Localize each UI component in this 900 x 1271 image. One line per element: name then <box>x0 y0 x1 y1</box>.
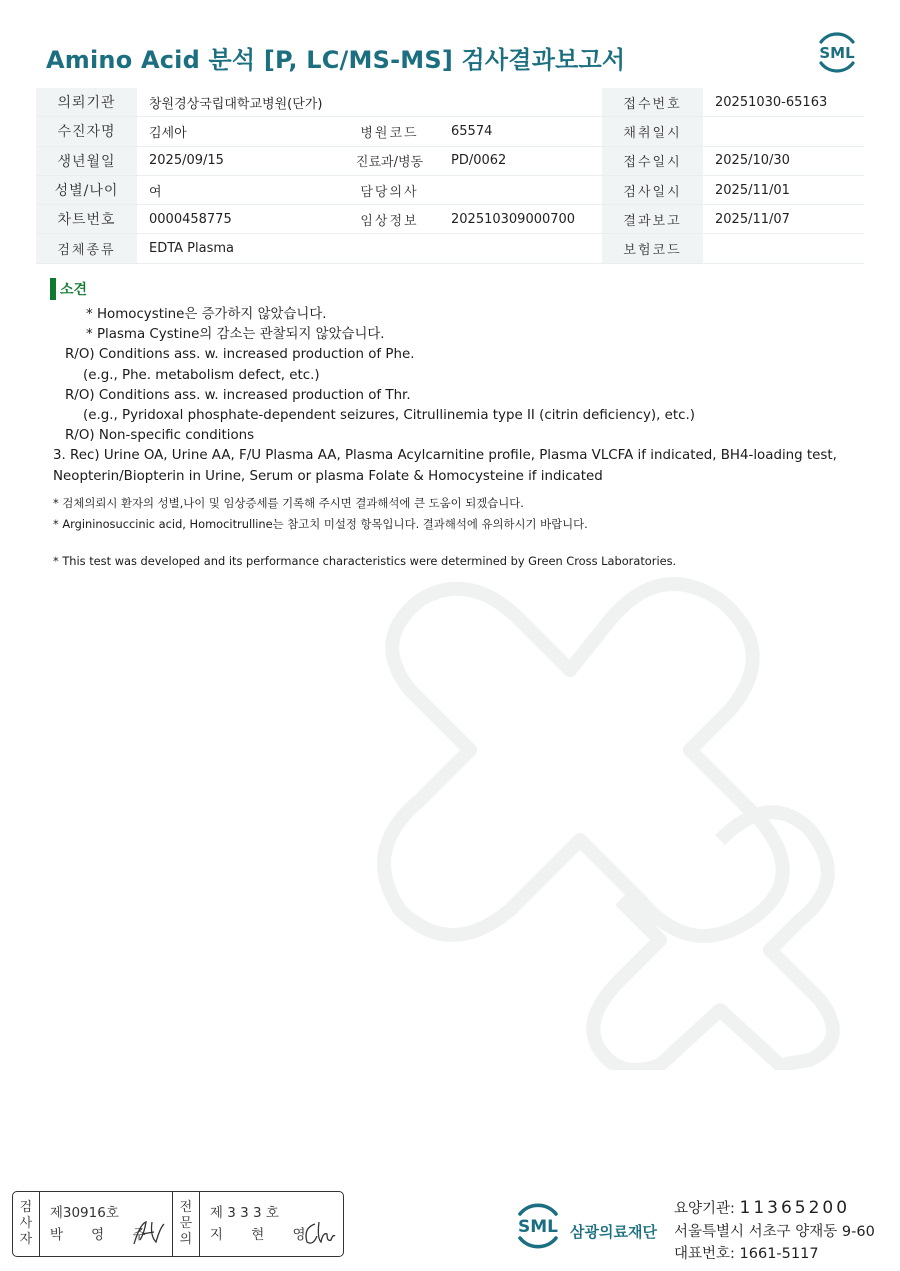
facility-code-value: 11365200 <box>739 1198 851 1218</box>
label-char: 문 <box>179 1216 193 1231</box>
finding-line: R/O) Conditions ass. w. increased production of Thr. <box>65 387 411 403</box>
info-label: 성별/나이 <box>36 175 137 204</box>
facility-code-row <box>674 1197 875 1221</box>
info-row <box>36 205 864 234</box>
info-value: 202510309000700 <box>439 205 602 234</box>
info-label: 수진자명 <box>36 117 137 146</box>
label-char: 자 <box>19 1232 33 1247</box>
info-label: 진료과/병동 <box>340 146 439 175</box>
specialist-cell <box>200 1192 343 1256</box>
info-row <box>36 146 864 175</box>
report-title: Amino Acid 분석 [P, LC/MS-MS] 검사결과보고서 <box>46 46 626 74</box>
info-label: 검사일시 <box>602 175 703 204</box>
finding-line: R/O) Non-specific conditions <box>65 428 255 444</box>
examiner-label <box>13 1192 40 1256</box>
finding-line: Neopterin/Biopterin in Urine, Serum or plasma Folate & Homocysteine if indicated <box>53 468 603 484</box>
info-row <box>36 175 864 204</box>
findings-title: 소견 <box>60 282 88 298</box>
info-row <box>36 117 864 146</box>
org-name: 삼광의료재단 <box>570 1222 657 1241</box>
finding-line: * Homocystine은 증가하지 않았습니다. <box>86 307 327 322</box>
info-label: 접수일시 <box>602 146 703 175</box>
info-value: 65574 <box>439 117 602 146</box>
info-label: 보험코드 <box>602 234 703 263</box>
info-value: PD/0062 <box>439 146 602 175</box>
footer-address: 서울특별시 서초구 양재동 9-60 <box>674 1223 875 1240</box>
label-char: 검 <box>19 1200 33 1215</box>
facility-code-label: 요양기관: <box>674 1201 735 1217</box>
patient-info-table <box>36 88 864 264</box>
note-line: * This test was developed and its performance characteristics were determined by Green Cross Laboratories. <box>53 553 677 568</box>
phone-label: 대표번호: <box>674 1246 735 1262</box>
examiner-signature <box>132 1218 166 1248</box>
info-value: 2025/10/30 <box>703 146 864 175</box>
phone-row <box>674 1243 875 1266</box>
finding-line: (e.g., Phe. metabolism defect, etc.) <box>83 367 320 383</box>
info-value <box>703 234 864 263</box>
info-label: 병원코드 <box>340 117 439 146</box>
info-value: 0000458775 <box>137 205 340 234</box>
findings-header <box>50 278 87 300</box>
info-label: 담당의사 <box>340 175 439 204</box>
sml-footer-logo <box>510 1198 566 1254</box>
examiner-cell <box>40 1192 173 1256</box>
info-value: 여 <box>137 175 340 204</box>
findings-body <box>53 305 843 572</box>
signature-box <box>12 1191 344 1257</box>
logo-text: SML <box>518 1217 558 1237</box>
info-label: 임상정보 <box>340 205 439 234</box>
info-value: EDTA Plasma <box>137 234 602 263</box>
info-label: 채취일시 <box>602 117 703 146</box>
specialist-label <box>173 1192 200 1256</box>
specialist-name: 지 현 영 <box>209 1227 318 1243</box>
finding-line: 3. Rec) Urine OA, Urine AA, F/U Plasma AA, Plasma Acylcarnitine profile, Plasma VLCFA if indicated, BH4-loading test, <box>53 448 837 464</box>
sml-logo <box>812 28 862 76</box>
examiner-license: 제30916호 <box>49 1205 119 1221</box>
info-value: 창원경상국립대학교병원(단가) <box>137 88 602 117</box>
specialist-signature <box>301 1218 337 1248</box>
info-value <box>439 175 602 204</box>
note-line: * Argininosuccinic acid, Homocitrulline는 참고치 미설정 항목입니다. 결과해석에 유의하시기 바랍니다. <box>53 516 588 531</box>
logo-text: SML <box>819 44 855 62</box>
info-row <box>36 234 864 263</box>
info-value: 2025/11/01 <box>703 175 864 204</box>
specialist-license: 제 3 3 3 호 <box>209 1205 279 1221</box>
phone-value: 1661-5117 <box>739 1246 819 1262</box>
info-label: 의뢰기관 <box>36 88 137 117</box>
finding-line: R/O) Conditions ass. w. increased production of Phe. <box>65 347 415 363</box>
note-line: * 검체의뢰시 환자의 성별,나이 및 임상증세를 기록해 주시면 결과해석에 큰 도움이 되겠습니다. <box>53 495 524 510</box>
info-value: 김세아 <box>137 117 340 146</box>
info-value <box>703 117 864 146</box>
footer-info <box>674 1197 875 1266</box>
info-label: 접수번호 <box>602 88 703 117</box>
section-marker <box>50 278 56 300</box>
info-label: 결과보고 <box>602 205 703 234</box>
info-value: 20251030-65163 <box>703 88 864 117</box>
info-value: 2025/09/15 <box>137 146 340 175</box>
info-row <box>36 88 864 117</box>
finding-line: * Plasma Cystine의 감소는 관찰되지 않았습니다. <box>86 327 385 343</box>
examiner-name: 박 영 주 <box>49 1227 158 1243</box>
finding-line: (e.g., Pyridoxal phosphate-dependent seizures, Citrullinemia type II (citrin deficiency), etc.) <box>83 408 695 424</box>
label-char: 전 <box>179 1200 193 1215</box>
info-value: 2025/11/07 <box>703 205 864 234</box>
label-char: 의 <box>179 1232 193 1247</box>
label-char: 사 <box>19 1216 33 1231</box>
footer-logo <box>510 1198 657 1254</box>
info-label: 차트번호 <box>36 205 137 234</box>
cross-watermark <box>360 560 844 1070</box>
info-label: 검체종류 <box>36 234 137 263</box>
info-label: 생년월일 <box>36 146 137 175</box>
